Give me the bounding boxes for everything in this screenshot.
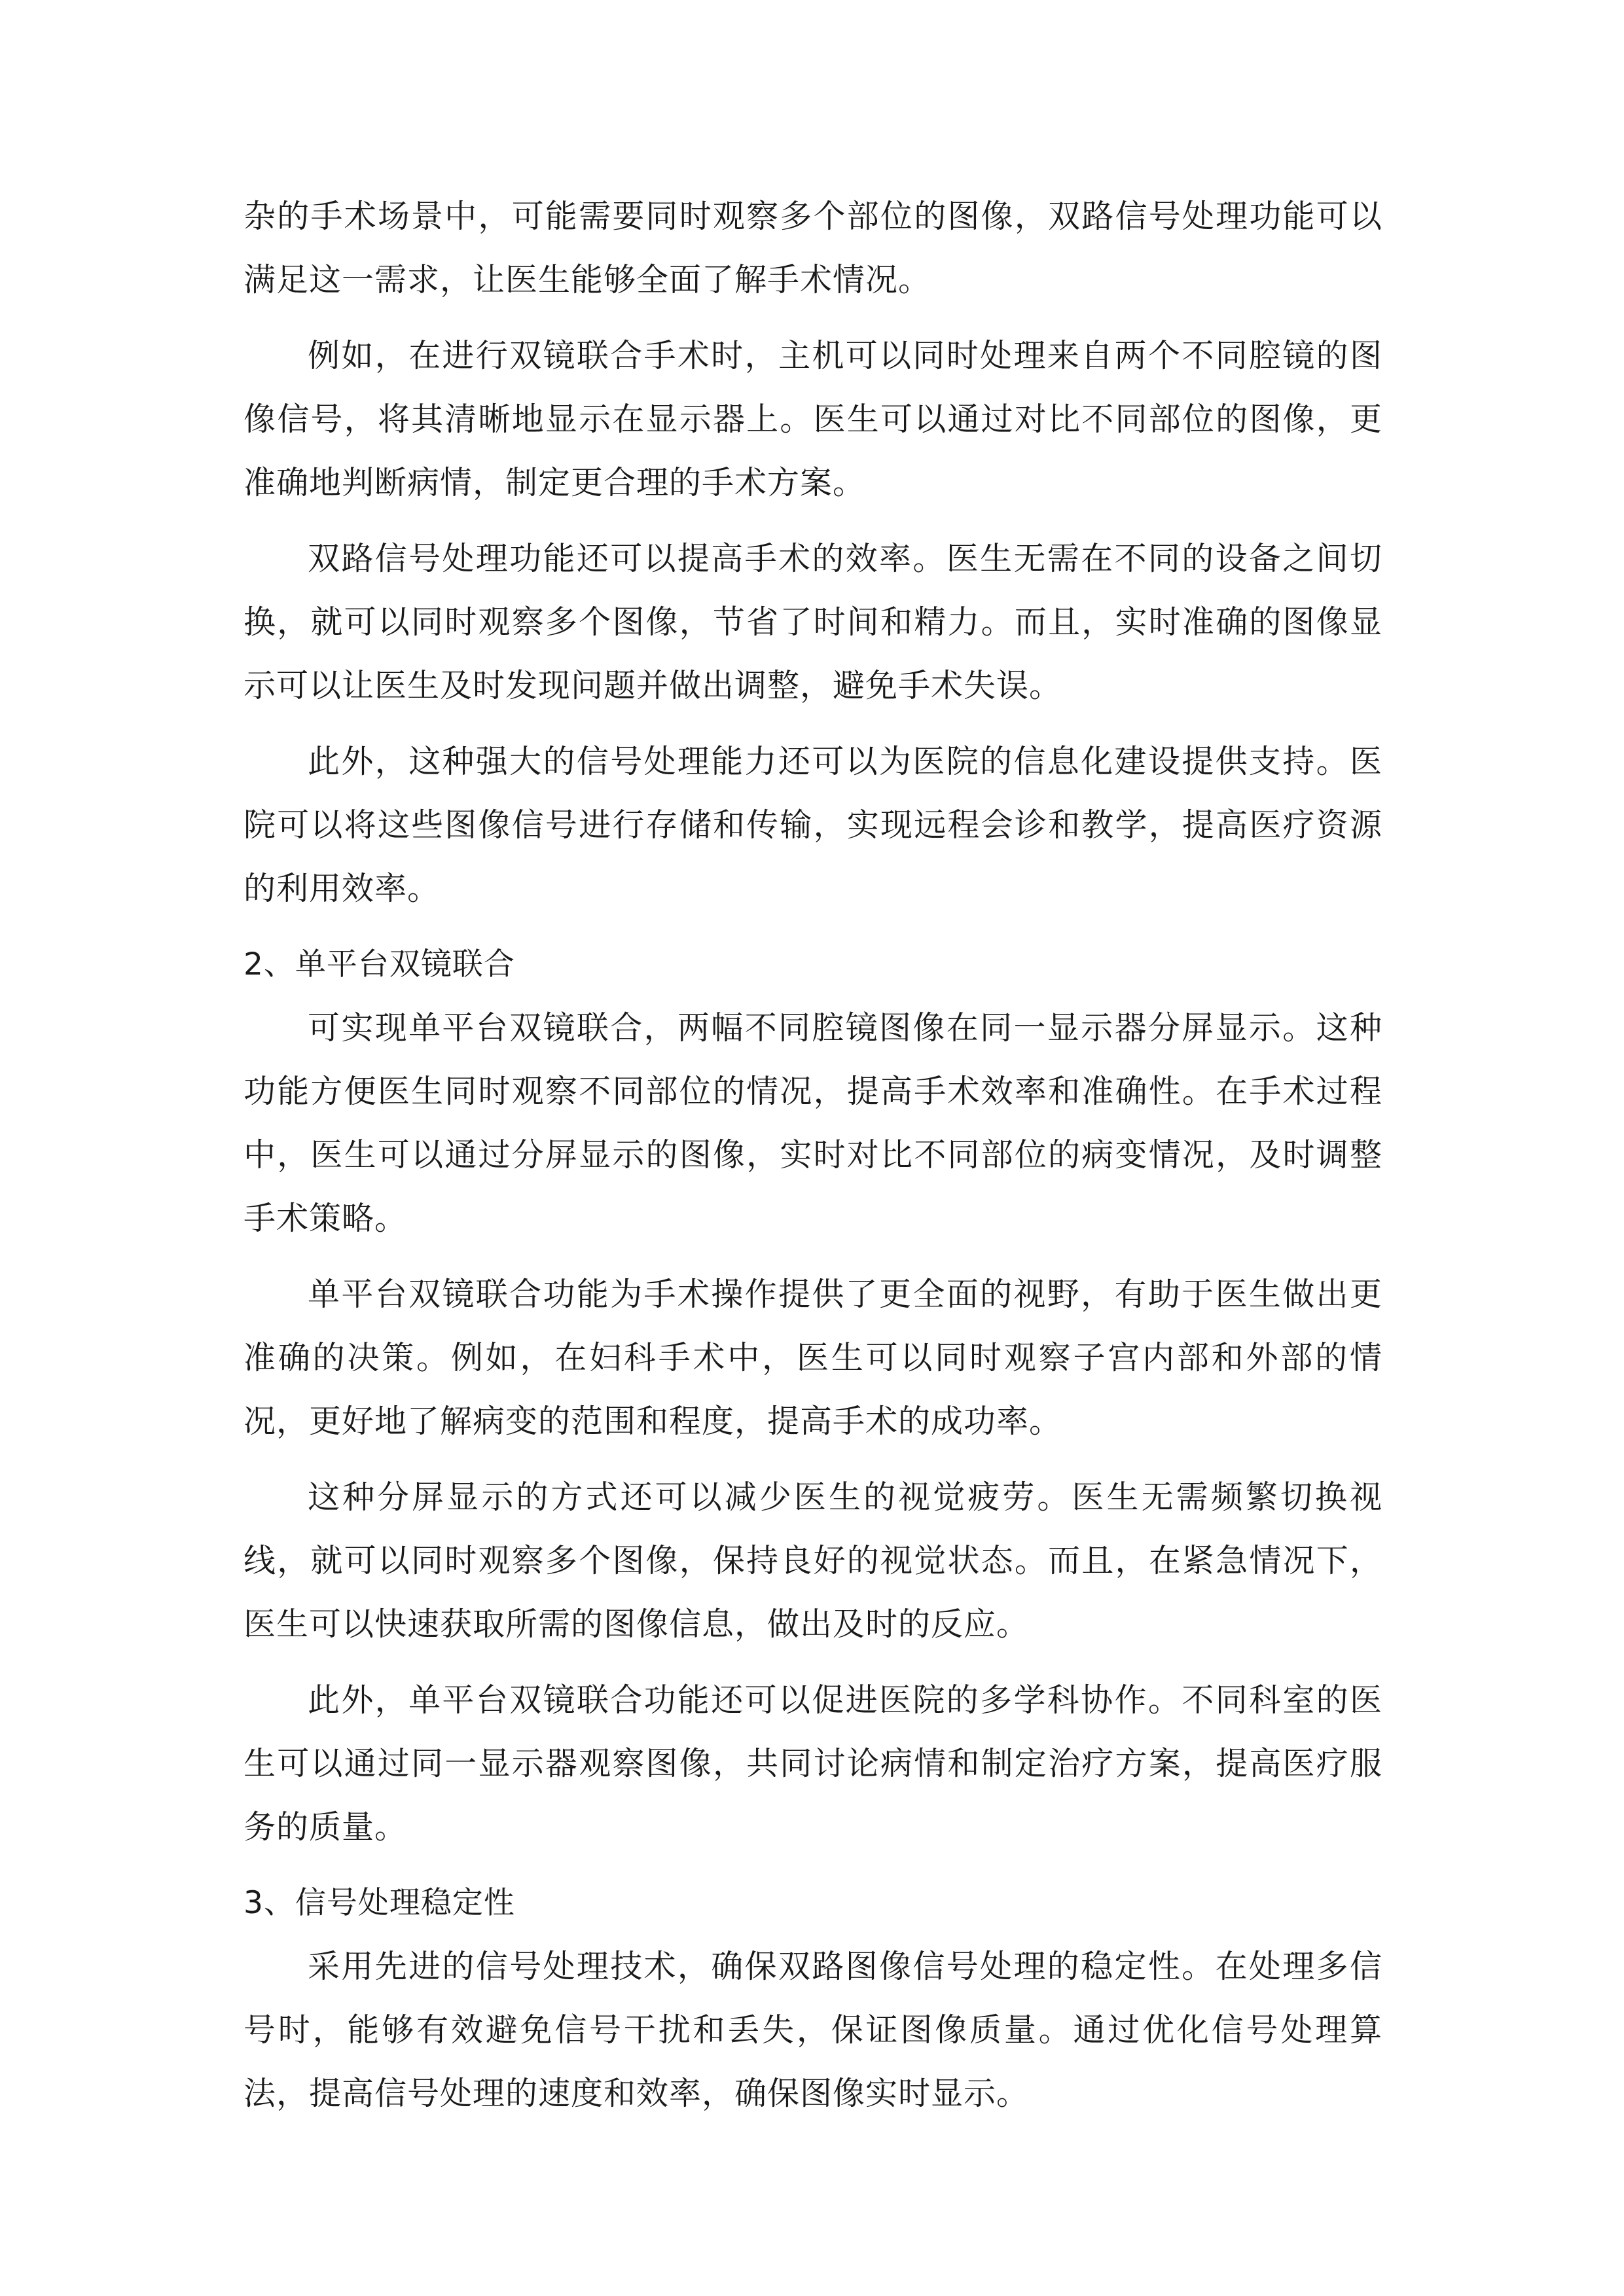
paragraph-field-of-view: 单平台双镜联合功能为手术操作提供了更全面的视野，有助于医生做出更准确的决策。例如，在妇科手术中，医生可以同时观察子宫内部和外部的情况，更好地了解病变的范围和程度，提高手术的成功率。 <box>244 1276 1382 1440</box>
paragraph-continued: 杂的手术场景中，可能需要同时观察多个部位的图像，双路信号处理功能可以满足这一需求，让医生能够全面了解手术情况。 <box>244 198 1382 298</box>
paragraph-dual-scope-example: 例如，在进行双镜联合手术时，主机可以同时处理来自两个不同腔镜的图像信号，将其清晰地显示在显示器上。医生可以通过对比不同部位的图像，更准确地判断病情，制定更合理的手术方案。 <box>244 337 1382 501</box>
paragraph-split-screen: 可实现单平台双镜联合，两幅不同腔镜图像在同一显示器分屏显示。这种功能方便医生同时观察不同部位的情况，提高手术效率和准确性。在手术过程中，医生可以通过分屏显示的图像，实时对比不同部位的病变情况，及时调整手术策略。 <box>244 1009 1382 1237</box>
paragraph-collaboration: 此外，单平台双镜联合功能还可以促进医院的多学科协作。不同科室的医生可以通过同一显示器观察图像，共同讨论病情和制定治疗方案，提高医疗服务的质量。 <box>244 1681 1382 1846</box>
paragraph-efficiency: 双路信号处理功能还可以提高手术的效率。医生无需在不同的设备之间切换，就可以同时观察多个图像，节省了时间和精力。而且，实时准确的图像显示可以让医生及时发现问题并做出调整，避免手术失误。 <box>244 540 1382 704</box>
paragraph-stability: 采用先进的信号处理技术，确保双路图像信号处理的稳定性。在处理多信号时，能够有效避免信号干扰和丢失，保证图像质量。通过优化信号处理算法，提高信号处理的速度和效率，确保图像实时显示。 <box>244 1948 1382 2112</box>
section-heading-3: 3、信号处理稳定性 <box>244 1885 515 1921</box>
document-body <box>244 185 1382 2138</box>
section-heading-2: 2、单平台双镜联合 <box>244 946 515 982</box>
paragraph-informatization: 此外，这种强大的信号处理能力还可以为医院的信息化建设提供支持。医院可以将这些图像信号进行存储和传输，实现远程会诊和教学，提高医疗资源的利用效率。 <box>244 743 1382 907</box>
paragraph-visual-fatigue: 这种分屏显示的方式还可以减少医生的视觉疲劳。医生无需频繁切换视线，就可以同时观察多个图像，保持良好的视觉状态。而且，在紧急情况下，医生可以快速获取所需的图像信息，做出及时的反应。 <box>244 1479 1382 1643</box>
